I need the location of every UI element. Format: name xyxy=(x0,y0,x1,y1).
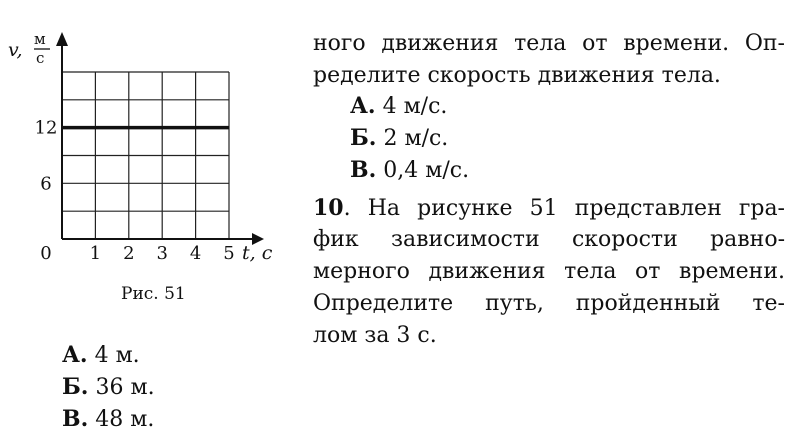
q9-answer-c xyxy=(350,154,469,186)
q9-answer-b xyxy=(350,122,469,154)
intro-line-1: ного движения тела от времени. Оп- xyxy=(313,31,785,56)
answer-b-line xyxy=(62,371,155,403)
answer-b-letter: Б. xyxy=(62,374,89,400)
intro-line-2: ределите скорость движения тела. xyxy=(313,63,721,88)
chart-tick-labels xyxy=(35,118,273,264)
y-axis-arrowhead xyxy=(56,32,68,46)
q9-answer-b-letter: Б. xyxy=(350,125,377,151)
figure-caption: Рис. 51 xyxy=(121,284,186,304)
x-axis-label: t, с xyxy=(242,242,273,264)
x-tick-label: 4 xyxy=(189,243,202,264)
answer-b-text: 36 м. xyxy=(95,375,155,400)
chart-axes xyxy=(56,32,264,245)
q10-line-2: фик зависимости скорости равно- xyxy=(313,227,785,252)
q10-line-1-content xyxy=(313,196,785,221)
answer-c-letter: В. xyxy=(62,406,89,432)
q10-line-1-text: . На рисунке 51 представлен гра- xyxy=(343,196,785,221)
y-unit-denominator: с xyxy=(36,49,45,67)
q9-answer-a xyxy=(350,90,469,122)
question-10-number: 10 xyxy=(313,195,344,221)
q9-answer-c-letter: В. xyxy=(350,157,377,183)
question-9-answers xyxy=(350,90,469,186)
answer-a-letter: А. xyxy=(62,342,88,368)
answer-a-text: 4 м. xyxy=(94,343,140,368)
left-answers xyxy=(62,339,155,435)
question-10 xyxy=(313,192,785,352)
q9-answer-a-text: 4 м/с. xyxy=(382,94,448,119)
q9-answer-c-text: 0,4 м/с. xyxy=(383,158,470,183)
answer-c-line xyxy=(62,403,155,435)
x-tick-label: 1 xyxy=(89,243,102,264)
y-unit-numerator: м xyxy=(34,30,46,48)
y-tick-label: 12 xyxy=(34,117,58,139)
y-tick-label: 6 xyxy=(40,173,52,195)
question-9-continuation xyxy=(313,28,785,92)
q10-line-3: мерного движения тела от времени. xyxy=(313,259,785,284)
figure-51 xyxy=(0,0,300,310)
x-tick-label: 2 xyxy=(123,243,135,264)
y-axis-symbol: v, xyxy=(8,39,23,61)
x-tick-label: 5 xyxy=(223,243,235,264)
answer-c-text: 48 м. xyxy=(95,407,155,432)
answer-a-line xyxy=(62,339,155,371)
x-tick-label: 0 xyxy=(40,243,52,264)
q10-line-1 xyxy=(313,192,785,224)
q9-answer-b-text: 2 м/с. xyxy=(383,126,449,151)
x-tick-label: 3 xyxy=(156,243,168,264)
q10-line-5: лом за 3 с. xyxy=(313,323,437,348)
q9-answer-a-letter: А. xyxy=(350,93,376,119)
q10-line-4: Определите путь, пройденный те- xyxy=(313,291,785,316)
chart-grid xyxy=(62,72,229,239)
